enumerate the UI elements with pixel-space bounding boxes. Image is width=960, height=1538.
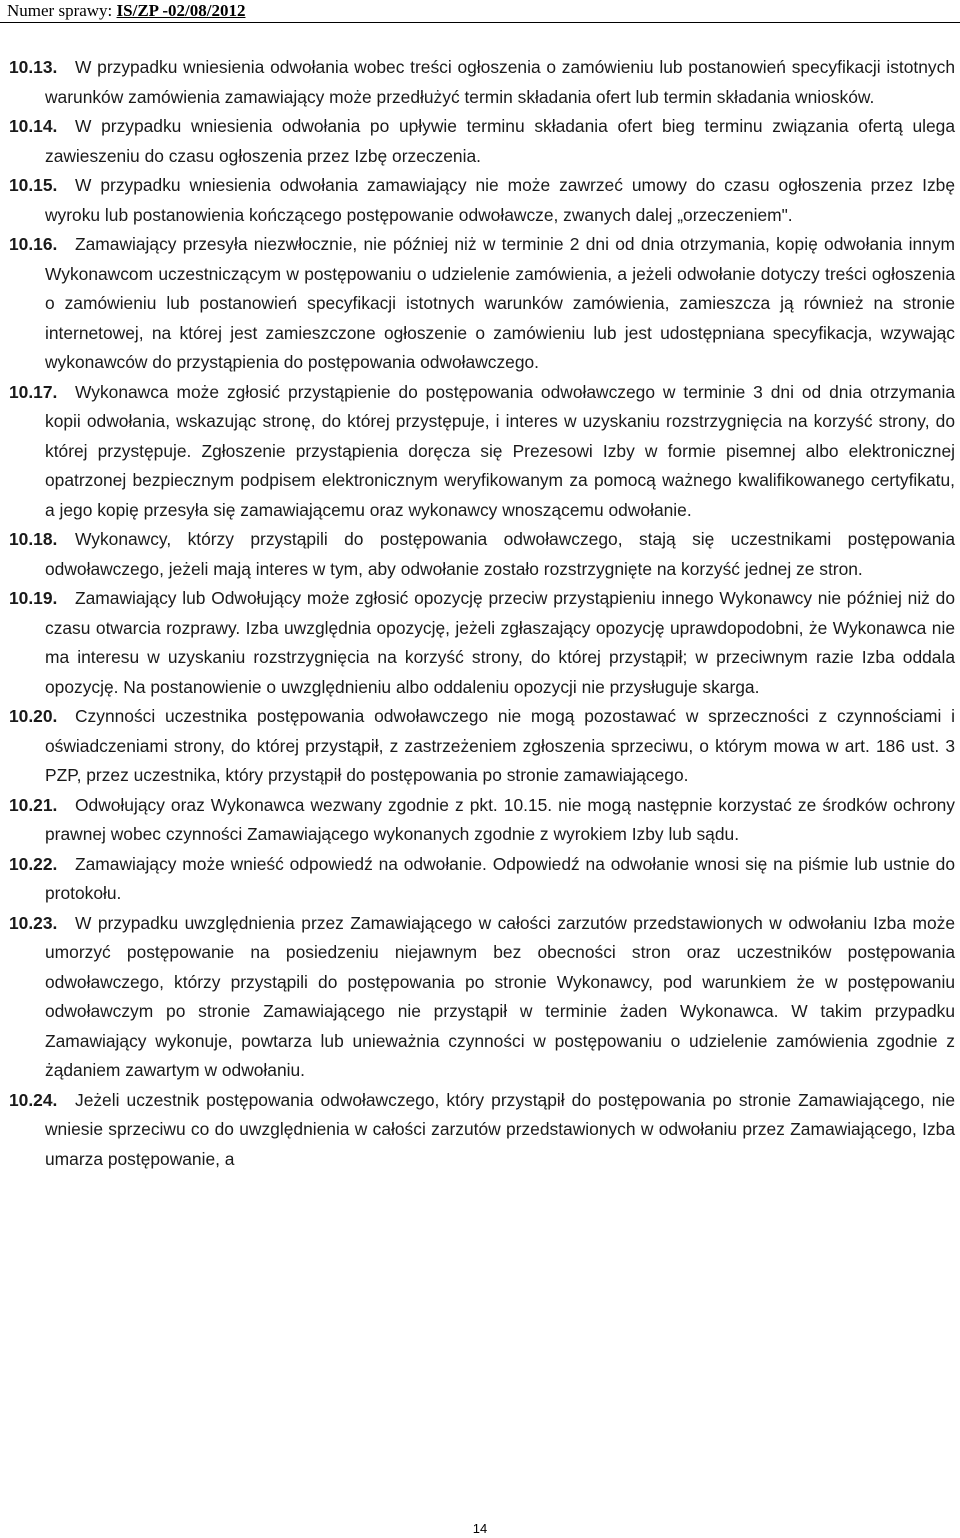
paragraph-text: Wykonawcy, którzy przystąpili do postępowania odwoławczego, stają się uczestnikami postępowania odwoławczego, jeżeli mają interes w tym, aby odwołanie zostało rozstrzygnięte na korzyść jednej ze stron.: [45, 529, 955, 579]
paragraph-10-18: [9, 525, 955, 584]
paragraph-text: Zamawiający lub Odwołujący może zgłosić opozycję przeciw przystąpieniu innego Wykonawcy nie później niż do czasu otwarcia rozprawy. Izba uwzględnia opozycję, jeżeli zgłaszający opozycję uprawdopodobni, że Wykonawca nie ma interesu w uzyskaniu rozstrzygnięcia na korzyść strony, do której przystąpił; w przeciwnym razie Izba oddala opozycję. Na postanowienie o uwzględnieniu albo oddaleniu opozycji nie przysługuje skarga.: [45, 588, 955, 697]
paragraph-text: Wykonawca może zgłosić przystąpienie do postępowania odwoławczego w terminie 3 dni od dnia otrzymania kopii odwołania, wskazując stronę, do której przystępuje, i interes w uzyskaniu rozstrzygnięcia na korzyść strony, do której przystępuje. Zgłoszenie przystąpienia doręcza się Prezesowi Izby w formie pisemnej albo elektronicznej opatrzonej bezpiecznym podpisem elektronicznym weryfikowanym za pomocą ważnego kwalifikowanego certyfikatu, a jego kopię przesyła się zamawiającemu oraz wykonawcy wnoszącemu odwołanie.: [45, 381, 955, 520]
paragraph-10-20: [9, 702, 955, 791]
paragraph-text: Jeżeli uczestnik postępowania odwoławczego, który przystąpił do postępowania po stronie Zamawiającego, nie wniesie sprzeciwu co do uwzględnienia w całości zarzutów przedstawionych w odwołaniu przez Zamawiającego, Izba umarza postępowanie, a: [45, 1089, 955, 1169]
paragraph-number: 10.18.: [9, 529, 58, 549]
paragraph-10-21: [9, 791, 955, 850]
header-divider: [0, 22, 960, 23]
paragraph-number: 10.19.: [9, 588, 58, 608]
paragraph-number: 10.13.: [9, 57, 58, 77]
paragraph-text: W przypadku uwzględnienia przez Zamawiającego w całości zarzutów przedstawionych w odwołaniu Izba może umorzyć postępowanie na posiedzeniu niejawnym bez obecności stron oraz uczestników postępowania odwoławczego, którzy przystąpili do postępowania po stronie Wykonawcy, pod warunkiem że w postępowaniu odwoławczym po stronie Zamawiającego nie przystąpił w terminie żaden Wykonawca. W takim przypadku Zamawiający wykonuje, powtarza lub unieważnia czynności w postępowaniu o udzielenie zamówienia zgodnie z żądaniem zawartym w odwołaniu.: [45, 912, 955, 1080]
paragraph-number: 10.22.: [9, 853, 58, 874]
paragraph-text: Odwołujący oraz Wykonawca wezwany zgodnie z pkt. 10.15. nie mogą następnie korzystać ze środków ochrony prawnej wobec czynności Zamawiającego wykonanych zgodnie z wyrokiem Izby lub sądu.: [45, 794, 955, 844]
page-number: 14: [472, 1521, 488, 1536]
paragraph-text: W przypadku wniesienia odwołania wobec treści ogłoszenia o zamówieniu lub postanowień specyfikacji istotnych warunków zamówienia zamawiający może przedłużyć termin składania ofert lub termin składania wniosków.: [45, 57, 955, 107]
paragraph-10-15: [9, 171, 955, 230]
document-body: [9, 53, 955, 1174]
paragraph-10-22: [9, 850, 955, 909]
paragraph-number: 10.17.: [9, 381, 58, 402]
paragraph-10-13: [9, 53, 955, 112]
paragraph-number: 10.23.: [9, 912, 58, 933]
paragraph-number: 10.16.: [9, 234, 58, 254]
paragraph-10-24: [9, 1086, 955, 1175]
paragraph-text: W przypadku wniesienia odwołania po upływie terminu składania ofert bieg terminu związania ofertą ulega zawieszeniu do czasu ogłoszenia przez Izbę orzeczenia.: [45, 116, 955, 166]
paragraph-10-23: [9, 909, 955, 1086]
case-number: IS/ZP -02/08/2012: [116, 1, 246, 20]
paragraph-10-17: [9, 378, 955, 526]
paragraph-10-14: [9, 112, 955, 171]
paragraph-text: Czynności uczestnika postępowania odwoławczego nie mogą pozostawać w sprzeczności z czynnościami i oświadczeniami strony, do której przystąpił, z zastrzeżeniem zgłoszenia sprzeciwu, o którym mowa w art. 186 ust. 3 PZP, przez uczestnika, który przystąpił do postępowania po stronie zamawiającego.: [45, 706, 955, 785]
paragraph-10-16: [9, 230, 955, 378]
paragraph-number: 10.24.: [9, 1089, 58, 1110]
paragraph-number: 10.20.: [9, 706, 58, 726]
case-label: Numer sprawy:: [7, 1, 117, 20]
paragraph-10-19: [9, 584, 955, 702]
paragraph-text: Zamawiający przesyła niezwłocznie, nie później niż w terminie 2 dni od dnia otrzymania, kopię odwołania innym Wykonawcom uczestniczącym w postępowaniu o udzielenie zamówienia, a jeżeli odwołanie dotyczy treści ogłoszenia o zamówieniu lub postanowień specyfikacji istotnych warunków zamówienia, zamieszcza ją również na stronie internetowej, na której jest zamieszczone ogłoszenie o zamówieniu lub jest udostępniana specyfikacja, wzywając wykonawców do przystąpienia do postępowania odwoławczego.: [45, 234, 955, 372]
paragraph-text: W przypadku wniesienia odwołania zamawiający nie może zawrzeć umowy do czasu ogłoszenia przez Izbę wyroku lub postanowienia kończącego postępowanie odwoławcze, zwanych dalej „orzeczeniem".: [45, 175, 955, 225]
paragraph-number: 10.15.: [9, 175, 58, 195]
page-header: [7, 0, 245, 22]
paragraph-number: 10.14.: [9, 116, 58, 136]
paragraph-number: 10.21.: [9, 794, 58, 815]
paragraph-text: Zamawiający może wnieść odpowiedź na odwołanie. Odpowiedź na odwołanie wnosi się na piśmie lub ustnie do protokołu.: [45, 853, 955, 903]
